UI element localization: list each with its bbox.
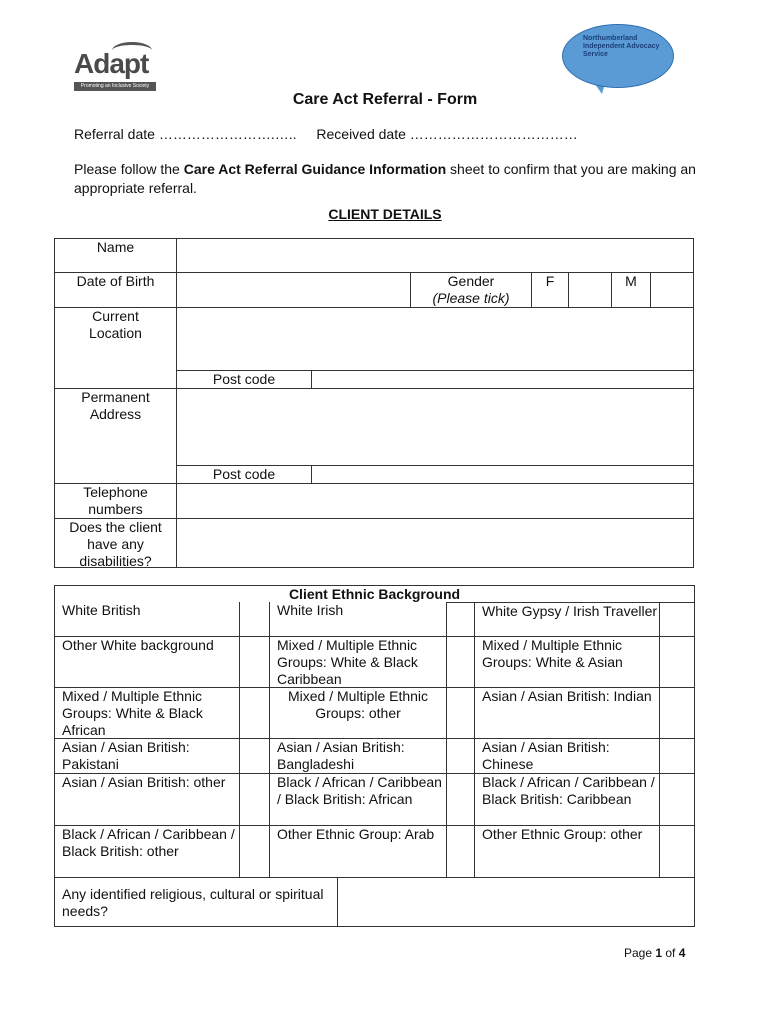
ethnic-option: Mixed / Multiple Ethnic Groups: White & Black African [54, 687, 240, 739]
postcode-label-2: Post code [176, 465, 312, 484]
ethnic-tick-box[interactable] [446, 602, 475, 637]
ethnic-option: Asian / Asian British: other [54, 773, 240, 826]
ethnic-tick-box[interactable] [239, 687, 270, 739]
badge-text: Northumberland Independent Advocacy Service [583, 35, 660, 58]
current-location-field[interactable] [176, 307, 694, 371]
telephone-field[interactable] [176, 483, 694, 519]
ethnic-option: Black / African / Caribbean / Black British: African [269, 773, 447, 826]
client-details-heading: CLIENT DETAILS [328, 206, 442, 222]
intro-pre: Please follow the [74, 161, 184, 177]
ethnic-option: Other Ethnic Group: other [474, 825, 660, 878]
ethnic-background-table [54, 585, 695, 927]
dob-field[interactable] [176, 272, 411, 308]
page-number: Page 1 of 4 [624, 946, 686, 960]
ethnic-tick-box[interactable] [659, 636, 695, 688]
ethnic-option: White Irish [269, 602, 447, 637]
ethnic-heading: Client Ethnic Background [288, 586, 461, 602]
ethnic-option: Asian / Asian British: Indian [474, 687, 660, 739]
referral-date-field[interactable]: Referral date …………………….….. [74, 126, 297, 142]
intro-post: sheet to confirm that you are making an appropriate referral. [74, 161, 696, 196]
page-title: Care Act Referral - Form [292, 91, 478, 108]
permanent-postcode-field[interactable] [311, 465, 694, 484]
ethnic-tick-box[interactable] [446, 636, 475, 688]
ethnic-tick-box[interactable] [659, 602, 695, 637]
name-label: Name [54, 238, 177, 273]
ethnic-tick-box[interactable] [239, 738, 270, 774]
postcode-label: Post code [176, 370, 312, 389]
female-label: F [531, 272, 569, 308]
ethnic-tick-box[interactable] [446, 687, 475, 739]
male-label: M [611, 272, 651, 308]
ethnic-option: Asian / Asian British: Chinese [474, 738, 660, 774]
ethnic-option: Asian / Asian British: Pakistani [54, 738, 240, 774]
client-details-table [54, 238, 694, 568]
ethnic-tick-box[interactable] [446, 825, 475, 878]
current-postcode-field[interactable] [311, 370, 694, 389]
ethnic-tick-box[interactable] [659, 738, 695, 774]
ethnic-option: Black / African / Caribbean / Black British: other [54, 825, 240, 878]
telephone-label: Telephone numbers [54, 483, 177, 519]
logo-tagline: Promoting an Inclusive Society [74, 82, 156, 91]
adapt-logo [72, 42, 162, 92]
ethnic-tick-box[interactable] [239, 773, 270, 826]
ethnic-option: Mixed / Multiple Ethnic Groups: other [269, 687, 447, 739]
ethnic-option: Other White background [54, 636, 240, 688]
ethnic-tick-box[interactable] [659, 825, 695, 878]
current-location-label: Current Location [54, 307, 177, 389]
intro-text [74, 160, 704, 198]
female-tick-box[interactable] [568, 272, 612, 308]
gender-text: Gender [447, 273, 495, 289]
religious-needs-label: Any identified religious, cultural or spiritual needs? [54, 877, 338, 927]
received-date-field[interactable]: Received date ……………………………… [316, 126, 578, 142]
name-field[interactable] [176, 238, 694, 273]
disabilities-field[interactable] [176, 518, 694, 568]
gender-hint: (Please tick) [432, 290, 510, 306]
dob-label: Date of Birth [54, 272, 177, 308]
advocacy-badge [562, 24, 674, 88]
logo-word: Adapt [74, 48, 149, 79]
gender-label [410, 272, 532, 308]
ethnic-tick-box[interactable] [659, 773, 695, 826]
permanent-address-field[interactable] [176, 388, 694, 466]
ethnic-option: Mixed / Multiple Ethnic Groups: White & Black Caribbean [269, 636, 447, 688]
ethnic-option: Asian / Asian British: Bangladeshi [269, 738, 447, 774]
ethnic-option: Mixed / Multiple Ethnic Groups: White & Asian [474, 636, 660, 688]
ethnic-tick-box[interactable] [659, 687, 695, 739]
permanent-address-label: Permanent Address [54, 388, 177, 484]
religious-needs-field[interactable] [337, 877, 695, 927]
intro-bold: Care Act Referral Guidance Information [183, 161, 447, 177]
ethnic-tick-box[interactable] [239, 825, 270, 878]
male-tick-box[interactable] [650, 272, 694, 308]
date-line [74, 126, 594, 142]
ethnic-tick-box[interactable] [239, 636, 270, 688]
ethnic-tick-box[interactable] [446, 738, 475, 774]
ethnic-tick-box[interactable] [446, 773, 475, 826]
disabilities-label: Does the client have any disabilities? [54, 518, 177, 568]
ethnic-option: White Gypsy / Irish Traveller [474, 602, 660, 637]
ethnic-option: Other Ethnic Group: Arab [269, 825, 447, 878]
ethnic-option: White British [54, 602, 240, 637]
ethnic-option: Black / African / Caribbean / Black British: Caribbean [474, 773, 660, 826]
ethnic-tick-box[interactable] [239, 602, 270, 637]
